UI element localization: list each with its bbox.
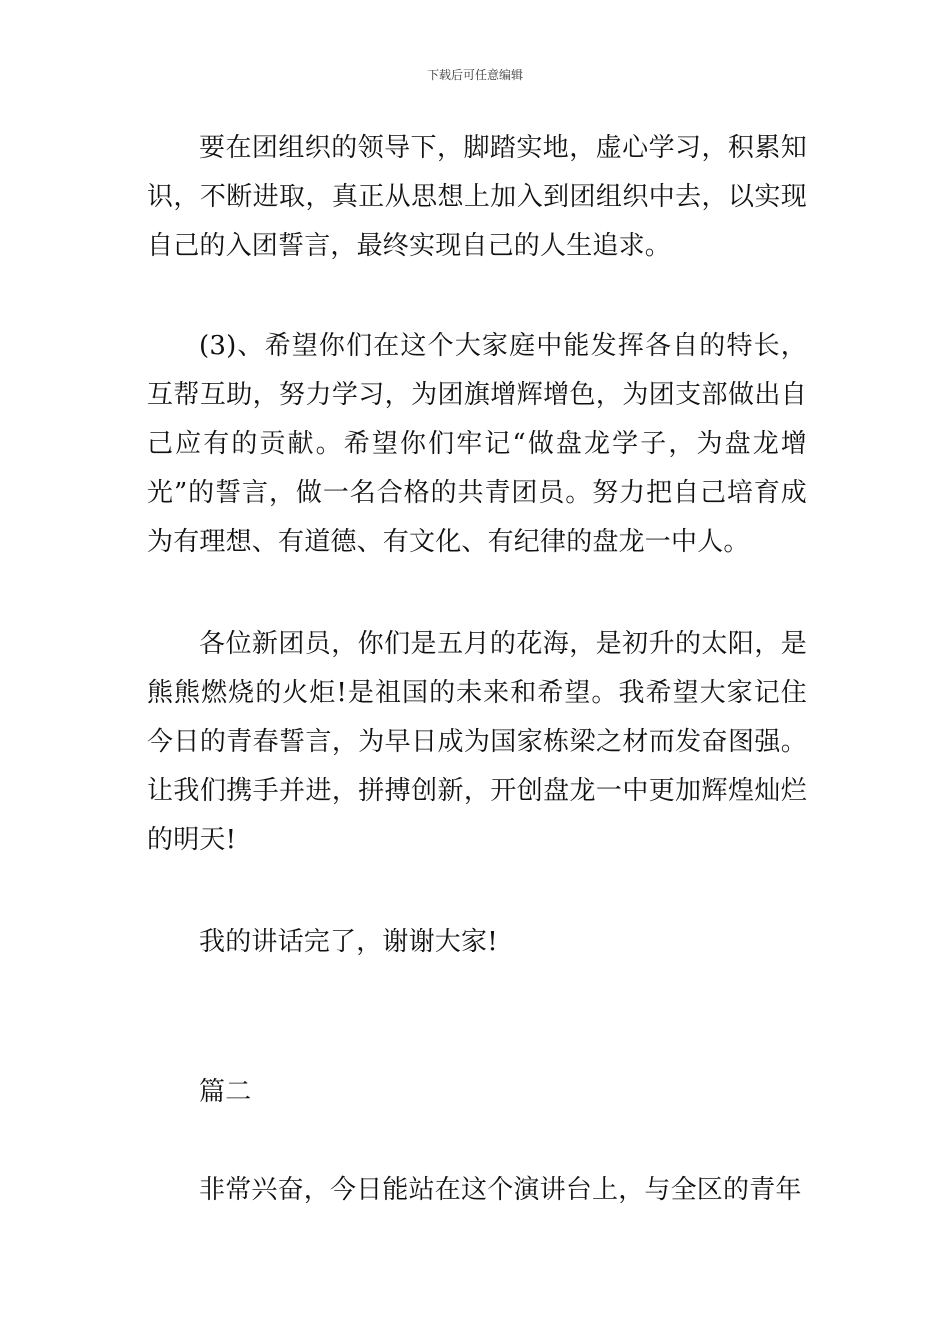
paragraph-3: 各位新团员，你们是五月的花海，是初升的太阳，是熊熊燃烧的火炬!是祖国的未来和希望。我希望大家记住今日的青春誓言，为早日成为国家栋梁之材而发奋图强。让我们携手并进，拼搏创新，开创盘龙一中更加辉煌灿烂的明天! xyxy=(147,629,807,855)
paragraph-2: (3)、希望你们在这个大家庭中能发挥各自的特长，互帮互助，努力学习，为团旗增辉增色，为团支部做出自己应有的贡献。希望你们牢记“做盘龙学子，为盘龙增光”的誓言，做一名合格的共青团员。努力把自己培育成为有理想、有道德、有文化、有纪律的盘龙一中人。 xyxy=(147,331,807,557)
page-header: 下载后可任意编辑 xyxy=(426,68,523,82)
paragraph-5: 非常兴奋，今日能站在这个演讲台上，与全区的青年 xyxy=(199,1175,802,1205)
paragraph-4: 我的讲话完了，谢谢大家! xyxy=(199,927,498,957)
section-heading: 篇二 xyxy=(199,1077,252,1107)
paragraph-1: 要在团组织的领导下，脚踏实地，虚心学习，积累知识，不断进取，真正从思想上加入到团组织中去，以实现自己的入团誓言，最终实现自己的人生追求。 xyxy=(147,133,807,261)
